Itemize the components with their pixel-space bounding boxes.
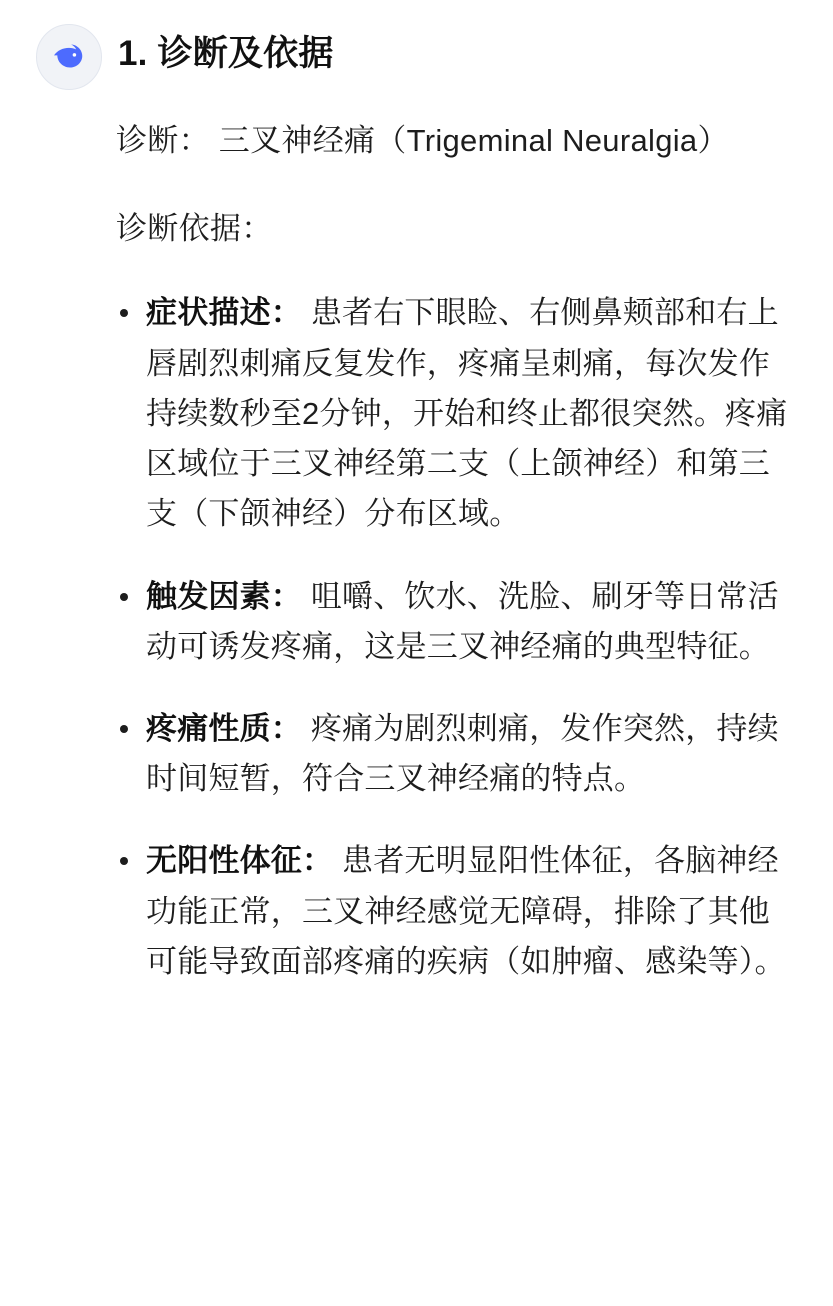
list-item-label: 无阳性体征： [146, 843, 334, 879]
list-item-text: 患者右下眼睑、右侧鼻颊部和右上唇剧烈刺痛反复发作，疼痛呈刺痛，每次发作持续数秒至2分钟，开始和终止都很突然。疼痛区域位于三叉神经第二支（上颌神经）和第三支（下颌神经）分布区域。 [146, 295, 788, 532]
page-title: 1. 诊断及依据 [118, 34, 334, 73]
list-item-text: 咀嚼、饮水、洗脸、刷牙等日常活动可诱发疼痛，这是三叉神经痛的典型特征。 [146, 578, 779, 664]
list-item-label: 疼痛性质： [146, 710, 302, 746]
diagnosis-line: 诊断： 三叉神经痛（Trigeminal Neuralgia） [116, 123, 729, 158]
basis-heading: 诊断依据： [116, 211, 273, 247]
list-item-label: 症状描述： [146, 295, 302, 331]
answer-header [36, 22, 797, 90]
list-item [116, 704, 797, 804]
list-item-text: 疼痛为剧烈刺痛，发作突然，持续时间短暂，符合三叉神经痛的特点。 [146, 710, 779, 797]
list-item [116, 288, 797, 539]
diagnosis-basis-list [116, 288, 797, 987]
assistant-avatar [36, 24, 102, 90]
answer-body [36, 116, 797, 987]
list-item-label: 触发因素： [146, 578, 302, 614]
whale-logo-icon [49, 37, 89, 77]
list-item [116, 836, 797, 987]
list-item-text: 患者无明显阳性体征，各脑神经功能正常，三叉神经感觉无障碍，排除了其他可能导致面部疼痛的疾病（如肿瘤、感染等）。 [146, 843, 786, 979]
list-item [116, 572, 797, 672]
